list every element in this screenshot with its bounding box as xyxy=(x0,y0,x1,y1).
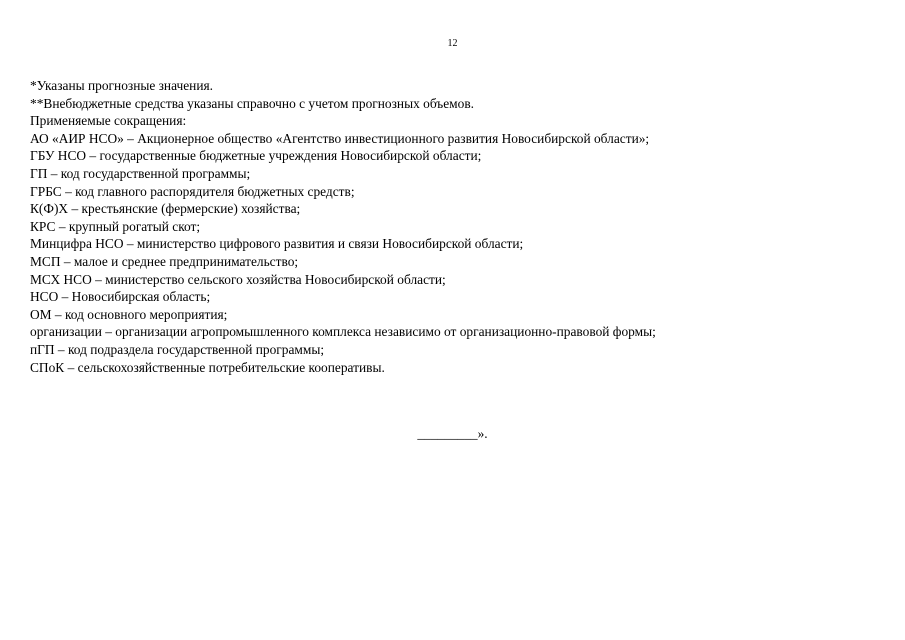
note-forecast-values: *Указаны прогнозные значения. xyxy=(30,78,214,93)
abbreviation-item: организации – организации агропромышленного комплекса независимо от организационно-правовой формы; xyxy=(30,324,656,340)
note-extrabudgetary-funds: **Внебюджетные средства указаны справочно с учетом прогнозных объемов. xyxy=(30,95,475,111)
abbreviation-item: МСХ НСО – министерство сельского хозяйства Новосибирской области; xyxy=(30,271,446,287)
abbreviation-item: Минцифра НСО – министерство цифрового развития и связи Новосибирской области; xyxy=(30,236,524,252)
abbreviation-item: АО «АИР НСО» – Акционерное общество «Агентство инвестиционного развития Новосибирской области»; xyxy=(30,130,650,146)
closing-mark: _________». xyxy=(417,426,488,441)
abbreviation-item: ОМ – код основного мероприятия; xyxy=(30,306,228,322)
abbreviation-item: МСП – малое и среднее предпринимательство; xyxy=(30,253,299,269)
notes-block xyxy=(30,77,890,376)
abbreviation-item: К(Ф)Х – крестьянские (фермерские) хозяйства; xyxy=(30,201,301,217)
abbreviation-item: НСО – Новосибирская область; xyxy=(30,289,211,305)
page-number: 12 xyxy=(447,38,458,49)
abbreviation-item: ГБУ НСО – государственные бюджетные учреждения Новосибирской области; xyxy=(30,148,482,164)
abbreviation-item: пГП – код подраздела государственной программы; xyxy=(30,341,325,357)
abbreviations-heading: Применяемые сокращения: xyxy=(30,113,187,129)
abbreviation-item: СПоК – сельскохозяйственные потребительские кооперативы. xyxy=(30,359,385,375)
abbreviation-item: ГРБС – код главного распорядителя бюджетных средств; xyxy=(30,183,355,199)
abbreviation-item: КРС – крупный рогатый скот; xyxy=(30,218,201,234)
abbreviation-item: ГП – код государственной программы; xyxy=(30,165,251,181)
